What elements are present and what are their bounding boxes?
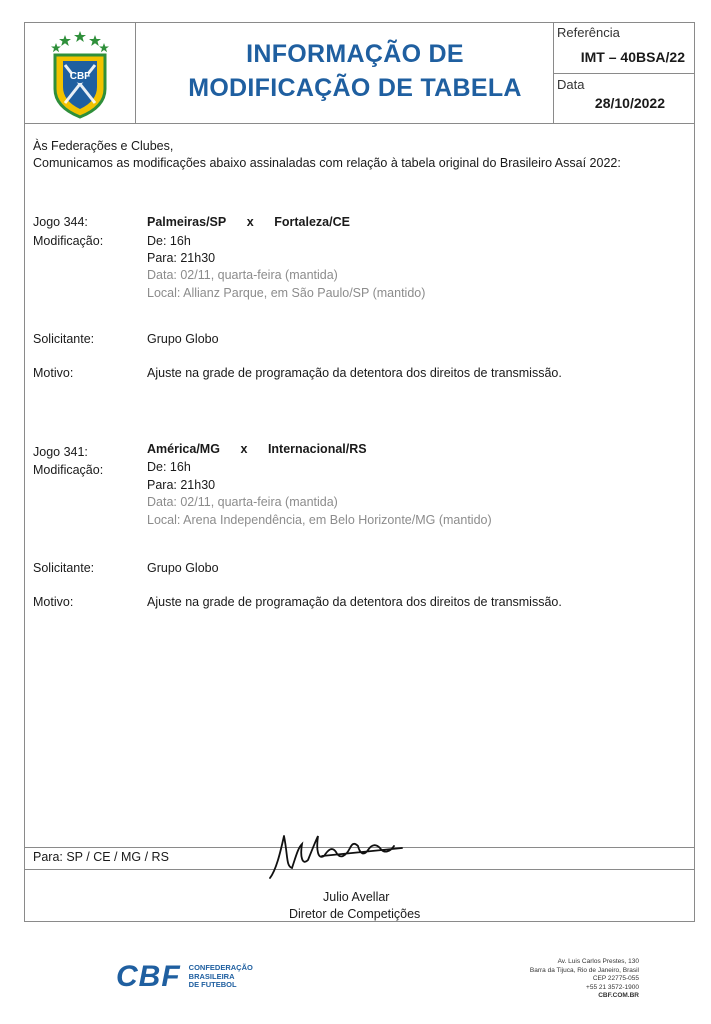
logo-divider: [135, 23, 136, 123]
requester-label: Solicitante:: [33, 561, 95, 575]
match-teams: [147, 442, 367, 456]
home-team: Palmeiras/SP: [147, 215, 227, 229]
reason-value: Ajuste na grade de programação da detentora dos direitos de transmissão.: [147, 595, 562, 609]
title-line-1: INFORMAÇÃO DE: [246, 40, 464, 68]
signatory-role: Diretor de Competições: [289, 907, 421, 921]
match-venue: Local: Arena Independência, em Belo Horizonte/MG (mantido): [147, 513, 492, 527]
versus: x: [246, 215, 254, 229]
footer-brand-line3: DE FUTEBOL: [188, 980, 237, 990]
address-line2: Barra da Tijuca, Rio de Janeiro, Brasil: [529, 966, 639, 974]
reason-label: Motivo:: [33, 595, 74, 609]
time-from: De: 16h: [147, 234, 191, 248]
requester-label: Solicitante:: [33, 332, 95, 346]
handwritten-signature: [262, 826, 422, 886]
reference-label: Referência: [557, 25, 620, 40]
footer-brand-line1: CONFEDERAÇÃO: [188, 963, 253, 973]
signature-block: [262, 826, 422, 891]
away-team: Internacional/RS: [267, 442, 367, 456]
versus: x: [240, 442, 248, 456]
intro-text: Comunicamos as modificações abaixo assinaladas com relação à tabela original do Brasileiro Assaí 2022:: [33, 156, 621, 170]
game-label: Jogo 341:: [33, 445, 88, 459]
reference-value: IMT – 40BSA/22: [580, 49, 685, 65]
date-value: 28/10/2022: [594, 95, 665, 111]
requester-value: Grupo Globo: [147, 332, 219, 346]
date-label: Data: [557, 77, 585, 92]
reference-date-divider: [553, 73, 694, 74]
match-teams: [147, 215, 350, 229]
intro-greeting: Às Federações e Clubes,: [33, 139, 174, 153]
time-from: De: 16h: [147, 460, 191, 474]
address-line3: CEP 22775-055: [592, 975, 639, 982]
address-line1: Av. Luis Carlos Prestes, 130: [557, 958, 639, 965]
footer-brand: CBF: [116, 960, 181, 993]
address-line4: +55 21 3572-1900: [586, 983, 639, 991]
signatory-name: Julio Avellar: [323, 890, 390, 904]
modification-label: Modificação:: [33, 234, 104, 248]
cbf-crest-logo: [25, 23, 135, 123]
reason-value: Ajuste na grade de programação da detentora dos direitos de transmissão.: [147, 366, 562, 380]
crest-text: CBF: [69, 71, 91, 82]
match-date: Data: 02/11, quarta-feira (mantida): [147, 268, 338, 282]
away-team: Fortaleza/CE: [274, 215, 350, 229]
recipients: Para: SP / CE / MG / RS: [33, 850, 169, 864]
website-link[interactable]: CBF.COM.BR: [598, 992, 639, 999]
time-to: Para: 21h30: [147, 251, 216, 265]
document-frame: [24, 22, 695, 922]
home-team: América/MG: [147, 442, 220, 456]
modification-label: Modificação:: [33, 463, 104, 477]
footer-address: [530, 958, 639, 1001]
reason-label: Motivo:: [33, 366, 74, 380]
match-date: Data: 02/11, quarta-feira (mantida): [147, 495, 338, 509]
footer-brand-line2: BRASILEIRA: [188, 971, 235, 981]
requester-value: Grupo Globo: [147, 561, 219, 575]
game-label: Jogo 344:: [33, 215, 88, 229]
page-title: [137, 37, 573, 105]
time-to: Para: 21h30: [147, 478, 216, 492]
title-line-2: MODIFICAÇÃO DE TABELA: [188, 74, 522, 102]
header-divider: [25, 123, 694, 124]
footer-cbf-logo: [116, 960, 253, 994]
match-venue: Local: Allianz Parque, em São Paulo/SP (mantido): [147, 286, 426, 300]
